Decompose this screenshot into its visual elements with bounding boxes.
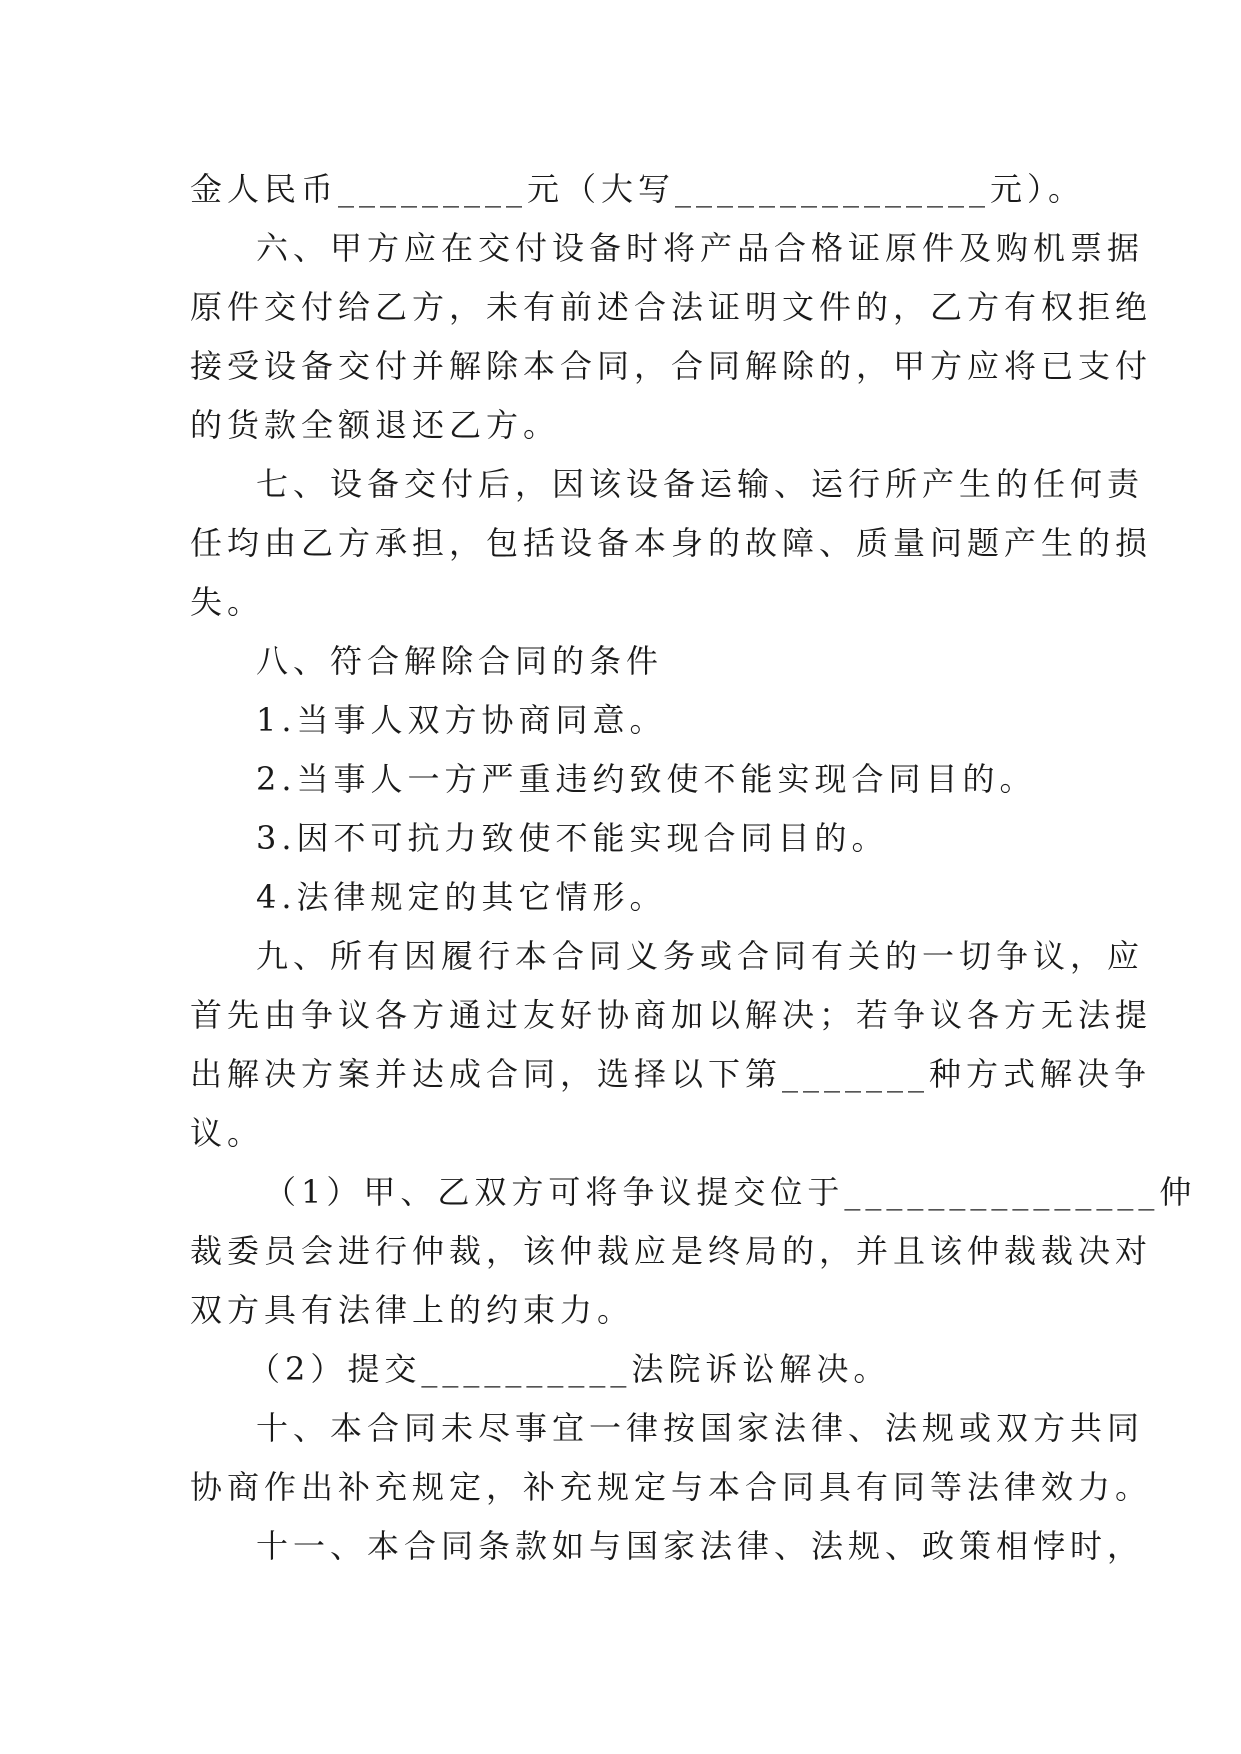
text-line: 九、所有因履行本合同义务或合同有关的一切争议，应: [256, 937, 1145, 975]
text-line: 接受设备交付并解除本合同，合同解除的，甲方应将已支付: [190, 347, 1153, 385]
text-line: 1.当事人双方协商同意。: [256, 701, 667, 739]
text-line: 双方具有法律上的约束力。: [190, 1291, 635, 1329]
text-line: 2.当事人一方严重违约致使不能实现合同目的。: [256, 760, 1037, 798]
text-line: （2）提交__________法院诉讼解决。: [248, 1350, 891, 1388]
text-line: 七、设备交付后，因该设备运输、运行所产生的任何责: [256, 465, 1145, 503]
text-line: 协商作出补充规定，补充规定与本合同具有同等法律效力。: [190, 1468, 1153, 1506]
text-line: （1）甲、乙双方可将争议提交位于_______________仲: [264, 1173, 1197, 1211]
text-line: 出解决方案并达成合同，选择以下第_______种方式解决争: [190, 1055, 1152, 1093]
text-line: 六、甲方应在交付设备时将产品合格证原件及购机票据: [256, 229, 1145, 267]
text-line: 十、本合同未尽事宜一律按国家法律、法规或双方共同: [256, 1409, 1145, 1447]
text-line: 失。: [190, 583, 265, 621]
document-body: [190, 160, 1197, 1576]
text-line: 任均由乙方承担，包括设备本身的故障、质量问题产生的损: [190, 524, 1153, 562]
text-line: 议。: [190, 1114, 265, 1152]
text-line: 十一、本合同条款如与国家法律、法规、政策相悖时，: [256, 1527, 1145, 1565]
text-line: 八、符合解除合同的条件: [256, 642, 664, 680]
text-line: 的货款全额退还乙方。: [190, 406, 561, 444]
text-line: 3.因不可抗力致使不能实现合同目的。: [256, 819, 889, 857]
text-line: 4.法律规定的其它情形。: [256, 878, 667, 916]
text-line: 裁委员会进行仲裁，该仲裁应是终局的，并且该仲裁裁决对: [190, 1232, 1153, 1270]
text-line: 原件交付给乙方，未有前述合法证明文件的，乙方有权拒绝: [190, 288, 1153, 326]
text-line: 首先由争议各方通过友好协商加以解决；若争议各方无法提: [190, 996, 1153, 1034]
text-line: 金人民币_________元（大写_______________元）。: [190, 170, 1086, 208]
